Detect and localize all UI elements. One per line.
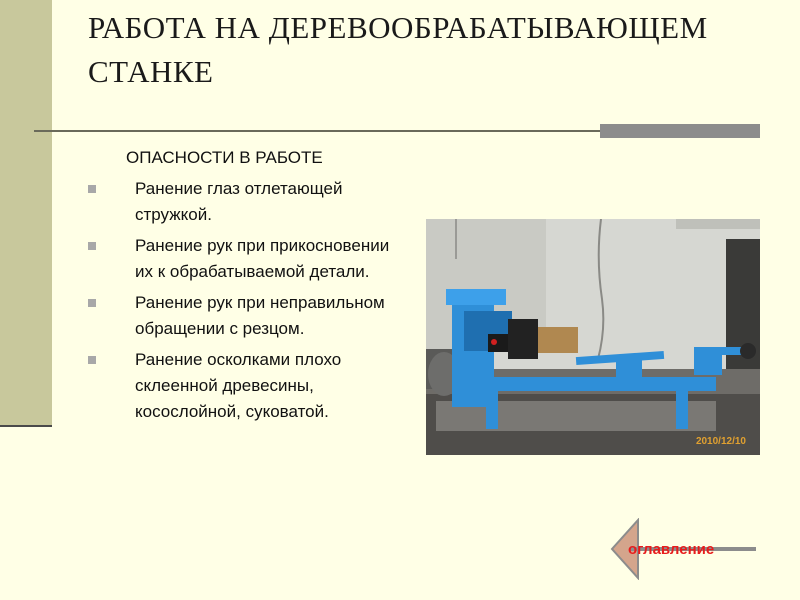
list-item-text: Ранение рук при неправильном обращении с резцом. bbox=[135, 293, 385, 338]
list-item bbox=[88, 347, 408, 425]
square-bullet-icon bbox=[88, 299, 96, 307]
title-divider bbox=[34, 130, 600, 132]
divider-block bbox=[600, 124, 760, 138]
list-item-text: Ранение осколками плохо склеенной древесины, косослойной, суковатой. bbox=[135, 350, 342, 421]
lathe-photo bbox=[426, 219, 760, 455]
list-item-text: Ранение глаз отлетающей стружкой. bbox=[135, 179, 343, 224]
list-item bbox=[88, 176, 408, 228]
lathe-illustration bbox=[426, 219, 760, 455]
table-of-contents-button[interactable] bbox=[606, 518, 766, 580]
slide-title: РАБОТА НА ДЕРЕВООБРАБАТЫВАЮЩЕМ СТАНКЕ bbox=[88, 10, 708, 89]
list-item bbox=[88, 290, 408, 342]
photo-date-stamp: 2010/12/10 bbox=[695, 436, 746, 447]
list-item bbox=[88, 233, 408, 285]
slide-subtitle: ОПАСНОСТИ В РАБОТЕ bbox=[126, 148, 323, 167]
list-item-text: Ранение рук при прикосновении их к обрабатываемой детали. bbox=[135, 236, 390, 281]
square-bullet-icon bbox=[88, 242, 96, 250]
left-accent-bar bbox=[0, 0, 52, 427]
hazard-list bbox=[88, 176, 408, 430]
square-bullet-icon bbox=[88, 185, 96, 193]
square-bullet-icon bbox=[88, 356, 96, 364]
toc-link-label[interactable]: оглавление bbox=[628, 541, 715, 558]
